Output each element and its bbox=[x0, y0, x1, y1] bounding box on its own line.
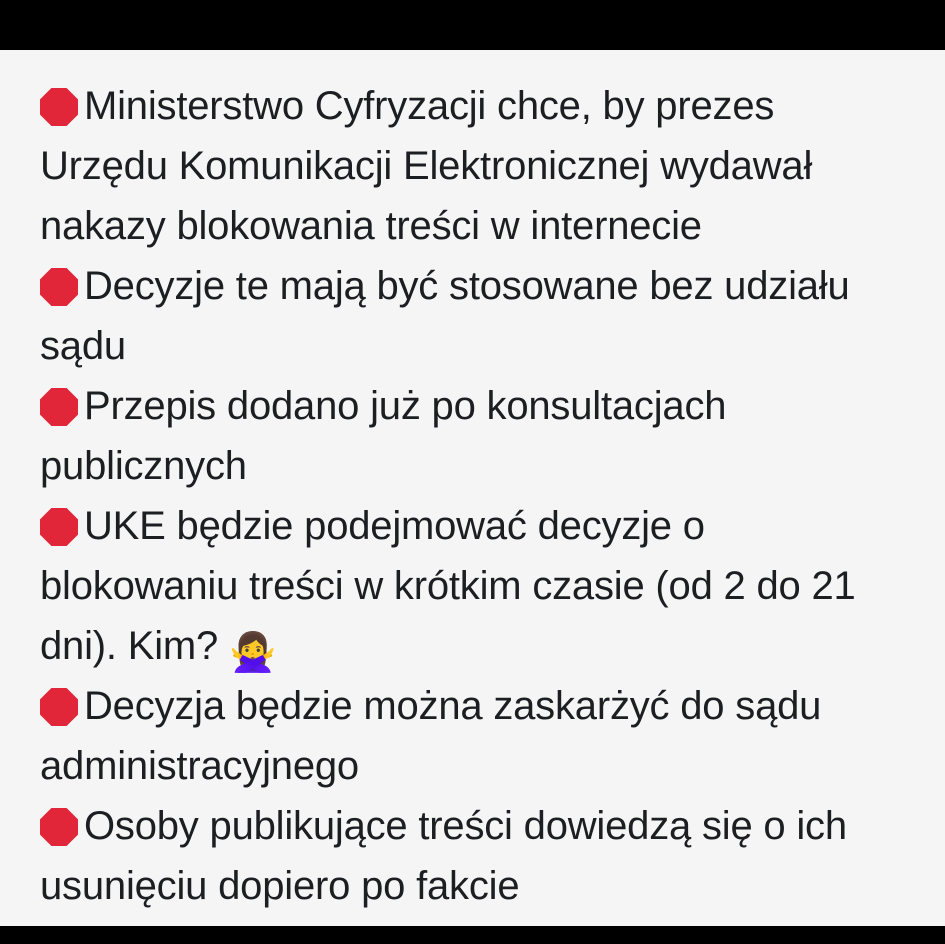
bottom-letterbox-bar bbox=[0, 926, 945, 944]
list-item-text: Przepis dodano już po konsultacjach publicznych bbox=[40, 384, 727, 488]
post-text-block bbox=[40, 76, 905, 916]
list-item-text: Ministerstwo Cyfryzacji chce, by prezes Urzędu Komunikacji Elektronicznej wydawał nakazy blokowania treści w internecie bbox=[40, 84, 813, 248]
list-item bbox=[40, 676, 905, 796]
red-stop-sign-icon bbox=[40, 383, 80, 423]
post-content-area bbox=[0, 50, 945, 926]
list-item-text: UKE będzie podejmować decyzje o blokowaniu treści w krótkim czasie (od 2 do 21 dni). Kim? bbox=[40, 504, 856, 668]
list-item bbox=[40, 376, 905, 496]
list-item-text: Decyzja będzie można zaskarżyć do sądu administracyjnego bbox=[40, 684, 822, 788]
list-item-text: Decyzje te mają być stosowane bez udziału sądu bbox=[40, 264, 850, 368]
list-item bbox=[40, 76, 905, 256]
woman-gesturing-no-icon: 🙅‍♀️ bbox=[228, 632, 277, 674]
list-item bbox=[40, 256, 905, 376]
red-stop-sign-icon bbox=[40, 263, 80, 303]
red-stop-sign-icon bbox=[40, 503, 80, 543]
red-stop-sign-icon bbox=[40, 683, 80, 723]
red-stop-sign-icon bbox=[40, 83, 80, 123]
list-item-text: Osoby publikujące treści dowiedzą się o ich usunięciu dopiero po fakcie bbox=[40, 804, 847, 908]
list-item bbox=[40, 496, 905, 676]
top-letterbox-bar bbox=[0, 0, 945, 50]
red-stop-sign-icon bbox=[40, 803, 80, 843]
list-item bbox=[40, 796, 905, 916]
